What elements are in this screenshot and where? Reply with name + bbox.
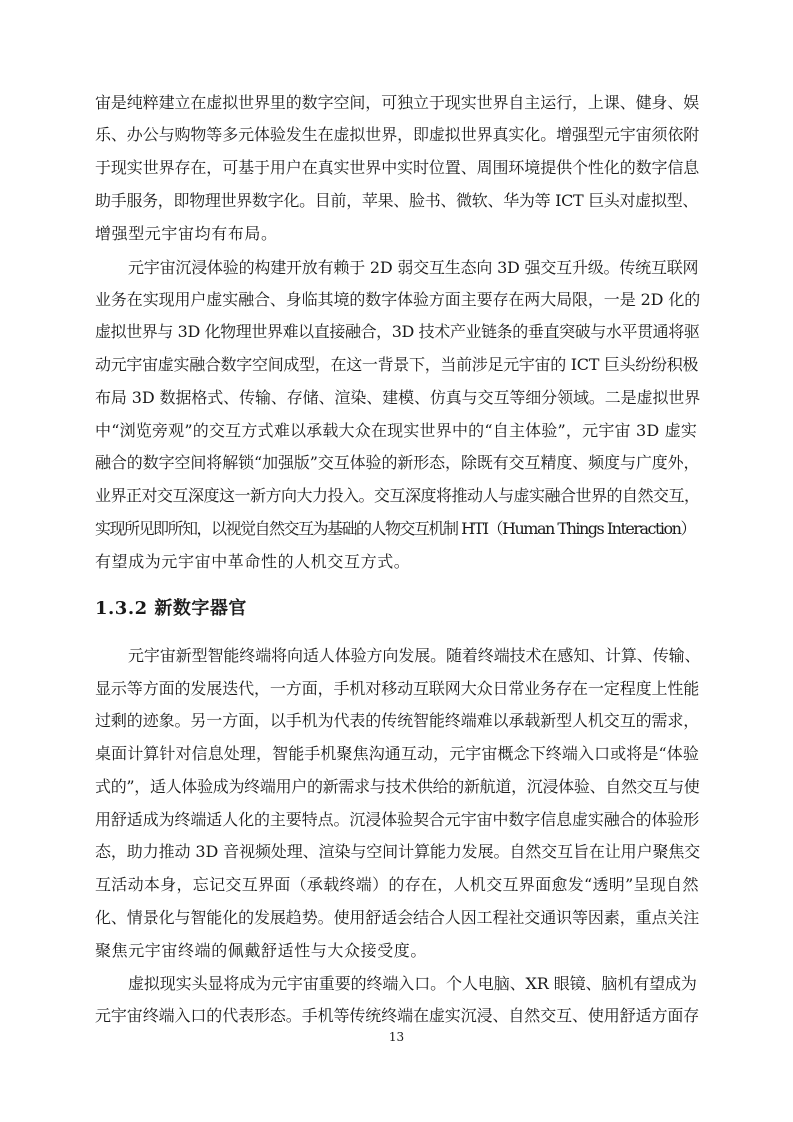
text-line: 宙是纯粹建立在虚拟世界里的数字空间，可独立于现实世界自主运行，上课、健身、娱 xyxy=(95,93,700,112)
text-line: 有望成为元宇宙中革命性的人机交互方式。 xyxy=(95,552,411,571)
text-line: 态，助力推动 3D 音视频处理、渲染与空间计算能力发展。自然交互旨在让用户聚焦交 xyxy=(95,842,701,861)
text-line: 用舒适成为终端适人化的主要特点。沉浸体验契合元宇宙中数字信息虚实融合的体验形 xyxy=(95,810,700,829)
text-line: 桌面计算针对信息处理，智能手机聚焦沟通互动，元宇宙概念下终端入口或将是“体验 xyxy=(95,744,699,763)
page-number: 13 xyxy=(388,1030,405,1044)
text-line: 于现实世界存在，可基于用户在真实世界中实时位置、周围环境提供个性化的数字信息 xyxy=(95,158,700,177)
text-line: 虚拟世界与 3D 化物理世界难以直接融合，3D 技术产业链条的垂直突破与水平贯通将驱 xyxy=(95,322,700,341)
section-heading: 1.3.2 新数字器官 xyxy=(95,598,247,619)
text-line: 化、情景化与智能化的发展趋势。使用舒适会结合人因工程社交通识等因素，重点关注 xyxy=(95,908,700,927)
text-line: 元宇宙新型智能终端将向适人体验方向发展。随着终端技术在感知、计算、传输、 xyxy=(128,646,701,665)
text-line: 元宇宙终端入口的代表形态。手机等传统终端在虚实沉浸、自然交互、使用舒适方面存 xyxy=(95,1006,700,1025)
text-line: 互活动本身，忘记交互界面（承载终端）的存在，人机交互界面愈发“透明”呈现自然 xyxy=(95,875,699,894)
text-line: 虚拟现实头显将成为元宇宙重要的终端入口。个人电脑、XR 眼镜、脑机有望成为 xyxy=(128,974,697,993)
text-line: 过剩的迹象。另一方面，以手机为代表的传统智能终端难以承载新型人机交互的需求， xyxy=(95,711,700,730)
text-line: 式的”，适人体验成为终端用户的新需求与技术供给的新航道，沉浸体验、自然交互与使 xyxy=(95,777,700,796)
text-line: 乐、办公与购物等多元体验发生在虚拟世界，即虚拟世界真实化。增强型元宇宙须依附 xyxy=(95,125,700,144)
text-line: 显示等方面的发展迭代，一方面，手机对移动互联网大众日常业务存在一定程度上性能 xyxy=(95,679,700,698)
text-line: 布局 3D 数据格式、传输、存储、渲染、建模、仿真与交互等细分领域。二是虚拟世界 xyxy=(95,388,701,407)
text-line: 聚焦元宇宙终端的佩戴舒适性与大众接受度。 xyxy=(95,941,428,960)
text-line: 业务在实现用户虚实融合、身临其境的数字体验方面主要存在两大局限，一是 2D 化的 xyxy=(95,290,701,309)
text-line: 实现所见即所知，以视觉自然交互为基础的人物交互机制 HTI（Human Things Interaction） xyxy=(95,519,695,538)
text-line: 增强型元宇宙均有布局。 xyxy=(95,224,278,243)
text-line: 融合的数字空间将解锁“加强版”交互体验的新形态，除既有交互精度、频度与广度外， xyxy=(95,453,700,472)
text-line: 元宇宙沉浸体验的构建开放有赖于 2D 弱交互生态向 3D 强交互升级。传统互联网 xyxy=(128,258,699,277)
text-line: 业界正对交互深度这一新方向大力投入。交互深度将推动人与虚实融合世界的自然交互， xyxy=(95,486,700,505)
text-line: 动元宇宙虚实融合数字空间成型，在这一背景下，当前涉足元宇宙的 ICT 巨头纷纷积极 xyxy=(95,355,699,374)
text-line: 中“浏览旁观”的交互方式难以承载大众在现实世界中的“自主体验”，元宇宙 3D 虚实 xyxy=(95,421,698,440)
text-line: 助手服务，即物理世界数字化。目前，苹果、脸书、微软、华为等 ICT 巨头对虚拟型、 xyxy=(95,191,699,210)
